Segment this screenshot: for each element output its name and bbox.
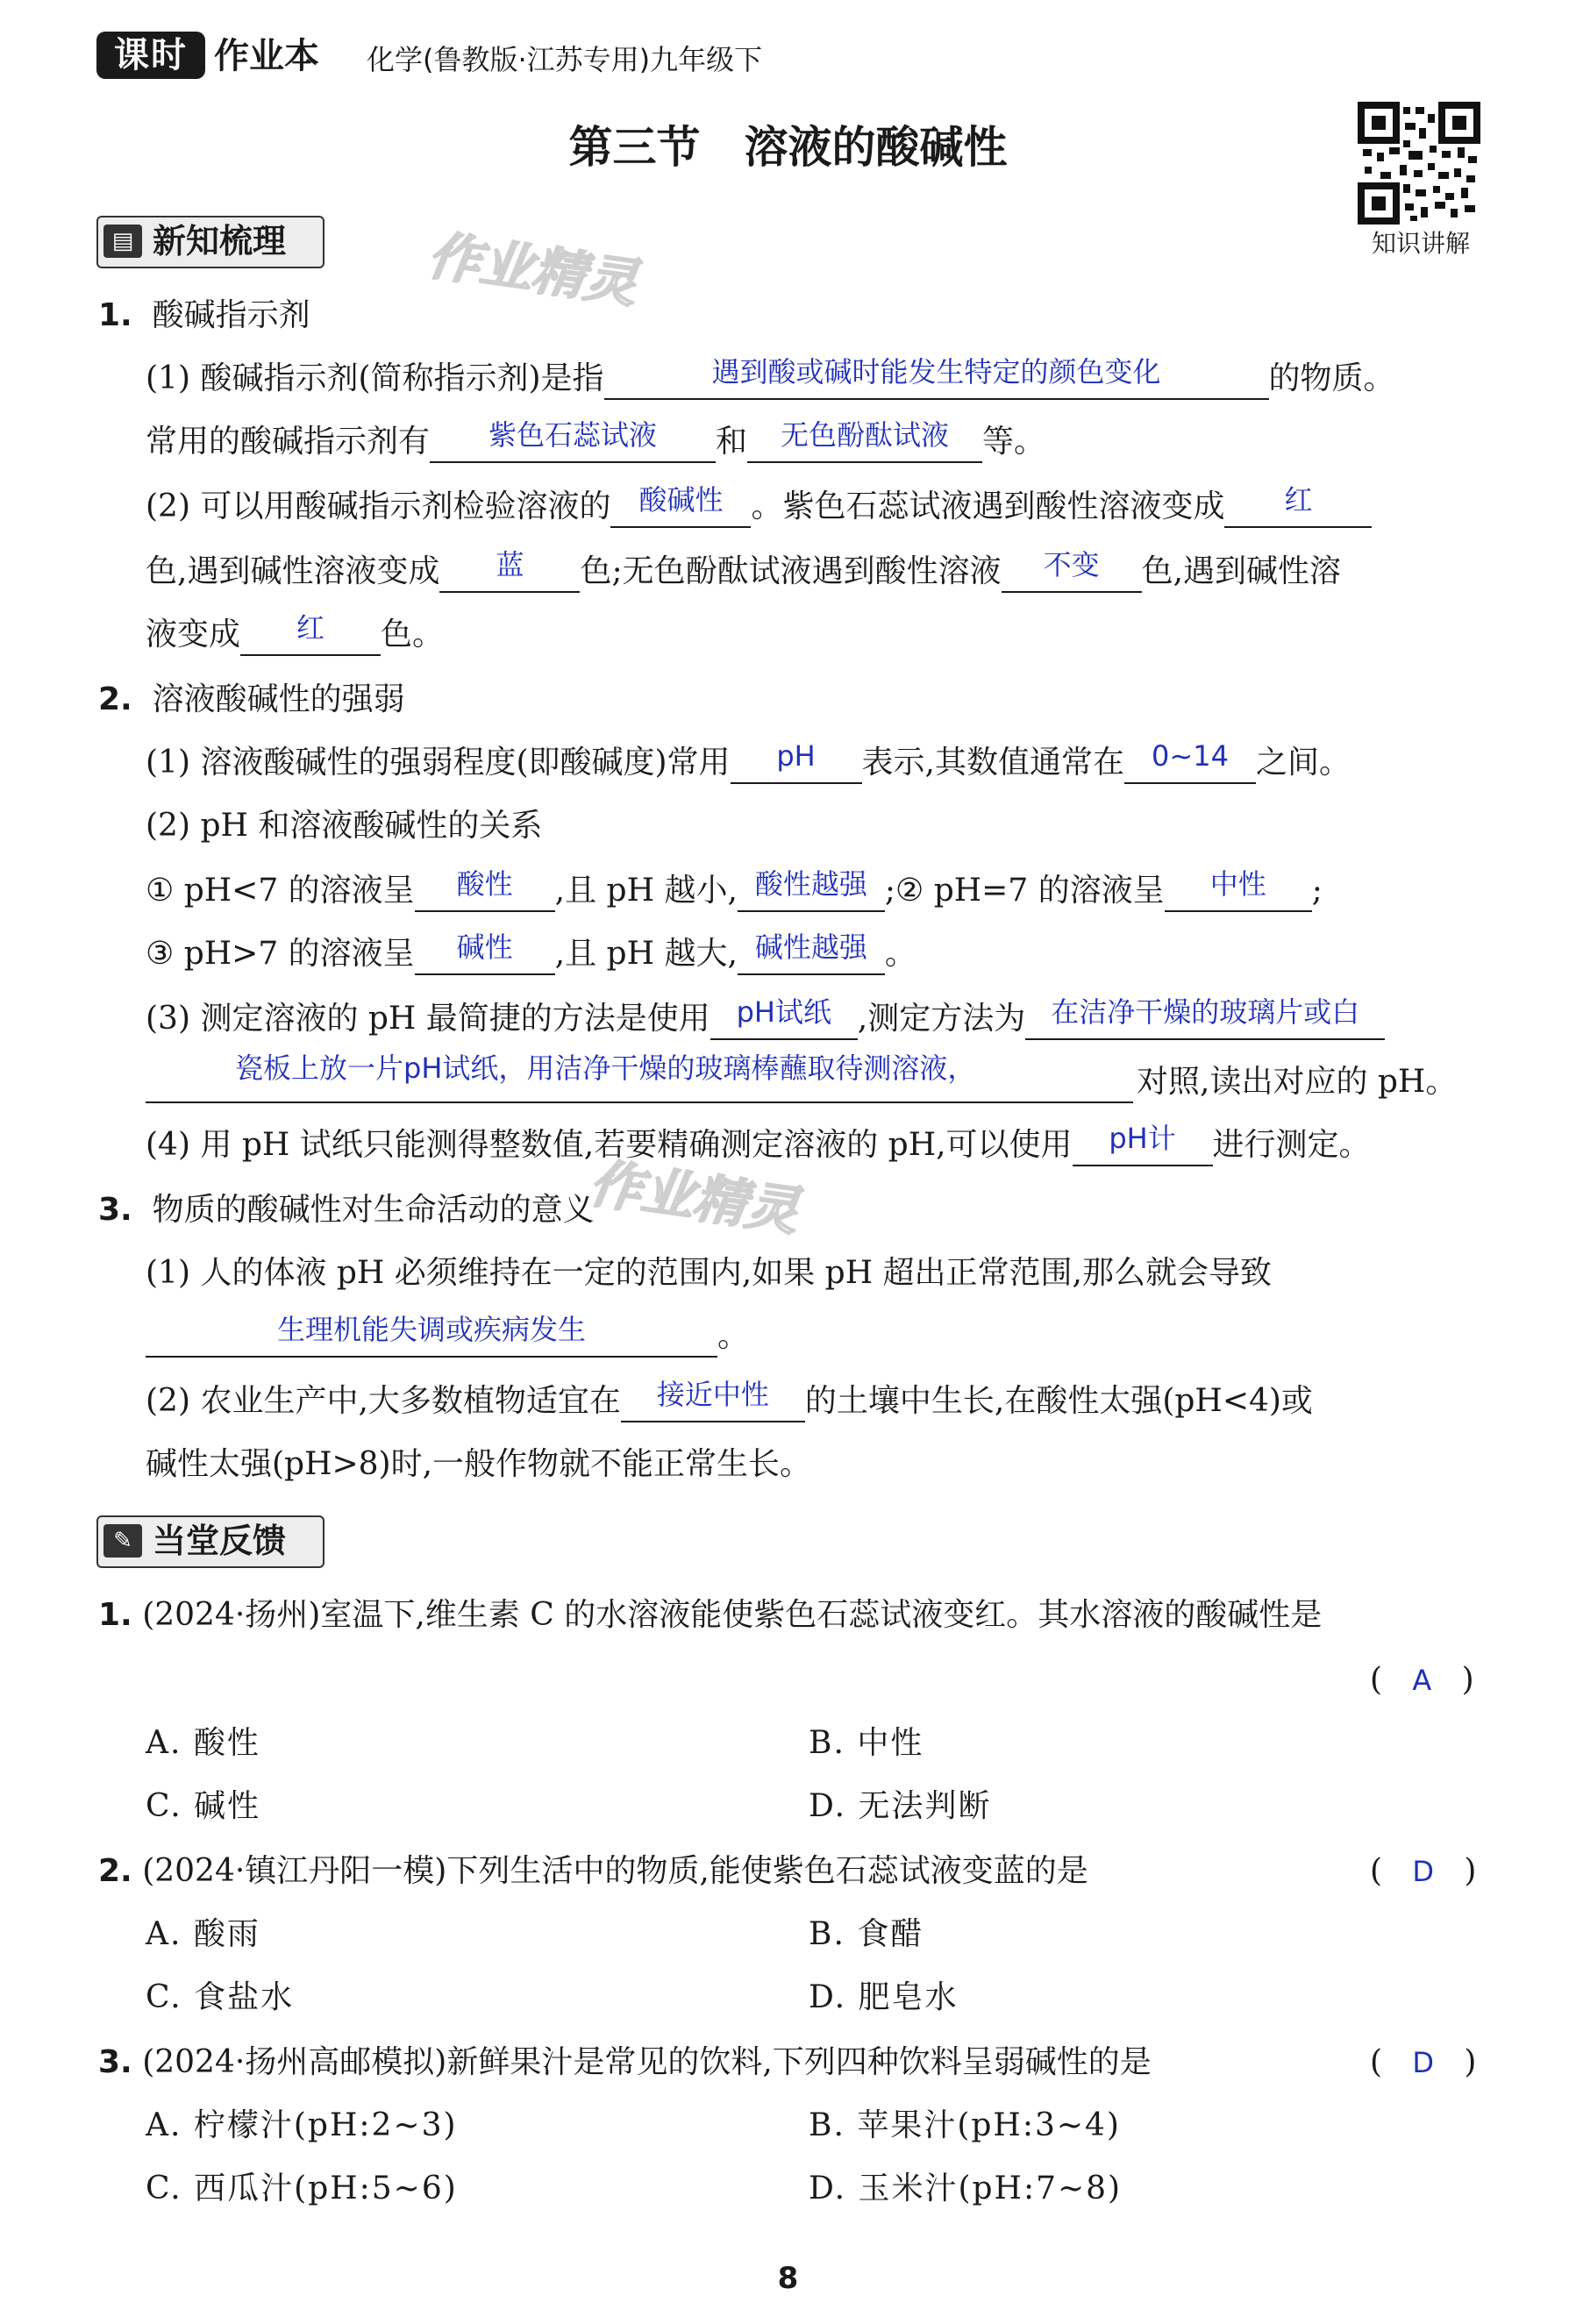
answer-blank[interactable]: 红 <box>1224 488 1372 528</box>
question-3-option-d[interactable]: D. 玉米汁(pH:7~8) <box>809 2171 1123 2206</box>
answer-blank[interactable]: 酸性 <box>415 872 555 912</box>
section-label: 新知梳理 <box>153 222 287 260</box>
question-2-option-b[interactable]: B. 食醋 <box>809 1916 924 1952</box>
question-3-option-a[interactable]: A. 柠檬汁(pH:2~3) <box>146 2107 458 2143</box>
question-2-stem: 2. (2024·镇江丹阳一模)下列生活中的物质,能使紫色石蕊试液变蓝的是 <box>98 1853 1088 1889</box>
line-1-5: 液变成 红 色。 <box>146 614 444 656</box>
line-3-2: 生理机能失调或疾病发生 。 <box>146 1315 749 1358</box>
line-2-4: ③ pH>7 的溶液呈 碱性 ,且 pH 越大, 碱性越强 。 <box>146 933 916 975</box>
question-1-option-b[interactable]: B. 中性 <box>809 1725 924 1761</box>
question-1-option-c[interactable]: C. 碱性 <box>146 1788 261 1824</box>
answer-blank[interactable]: 紫色石蕊试液 <box>430 423 716 463</box>
answer-blank[interactable]: 0~14 <box>1124 744 1256 784</box>
section-header-dangtang <box>96 1515 324 1568</box>
line-2-6: 对照,读出对应的 pH。 <box>1137 1064 1458 1100</box>
question-3-option-b[interactable]: B. 苹果汁(pH:3~4) <box>809 2107 1121 2143</box>
question-1-option-d[interactable]: D. 无法判断 <box>809 1788 992 1824</box>
answer-blank[interactable]: 不变 <box>1002 552 1142 593</box>
book-icon: ▤ <box>103 225 142 258</box>
watermark: 作业精灵 <box>424 225 642 316</box>
answer-blank[interactable]: pH <box>731 744 862 784</box>
answer-blank[interactable]: pH试纸 <box>710 1000 858 1040</box>
answer-blank[interactable]: 中性 <box>1165 872 1312 912</box>
answer-blank[interactable]: 红 <box>240 616 381 656</box>
question-3-stem: 3. (2024·扬州高邮模拟)新鲜果汁是常见的饮料,下列四种饮料呈弱碱性的是 <box>98 2044 1152 2080</box>
line-2-3: ① pH<7 的溶液呈 酸性 ,且 pH 越小, 酸性越强 ;② pH=7 的溶液呈 中性 ; <box>146 870 1323 912</box>
answer-blank[interactable]: pH计 <box>1073 1126 1213 1166</box>
answer-blank[interactable]: 碱性 <box>415 935 555 975</box>
question-1-answer[interactable]: ( A ) <box>1370 1662 1474 1698</box>
line-3-1: (1) 人的体液 pH 必须维持在一定的范围内,如果 pH 超出正常范围,那么就会导致 <box>146 1255 1272 1291</box>
answer-blank[interactable]: 在洁净干燥的玻璃片或白 <box>1025 1000 1385 1040</box>
watermark: 作业精灵 <box>585 1152 803 1244</box>
answer-blank[interactable]: 生理机能失调或疾病发生 <box>146 1317 717 1358</box>
line-2-5: (3) 测定溶液的 pH 最简捷的方法是使用 pH试纸 ,测定方法为 在洁净干燥的玻璃片或白 <box>146 998 1385 1040</box>
question-2-option-a[interactable]: A. 酸雨 <box>146 1916 260 1952</box>
question-2-option-d[interactable]: D. 肥皂水 <box>809 1979 959 2015</box>
question-1-stem: 1. (2024·扬州)室温下,维生素 C 的水溶液能使紫色石蕊试液变红。其水溶液的酸碱性是 <box>98 1597 1323 1633</box>
section-header-xinzhi <box>96 216 324 268</box>
answer-continuation[interactable]: 瓷板上放一片pH试纸，用洁净干燥的玻璃棒蘸取待测溶液， <box>235 1052 976 1085</box>
line-1-1: (1) 酸碱指示剂(简称指示剂)是指 遇到酸或碱时能发生特定的颜色变化 的物质。 <box>146 358 1395 400</box>
brand-title: 作业本 <box>214 36 319 76</box>
answer-blank[interactable]: 蓝 <box>439 552 580 593</box>
page-number: 8 <box>777 2261 799 2296</box>
line-1-2: 常用的酸碱指示剂有 紫色石蕊试液 和 无色酚酞试液 等。 <box>146 421 1045 463</box>
answer-blank[interactable]: 碱性越强 <box>738 935 885 975</box>
question-2-answer[interactable]: ( D ) <box>1370 1853 1477 1889</box>
pencil-icon: ✎ <box>103 1524 142 1558</box>
line-3-4: 碱性太强(pH>8)时,一般作物就不能正常生长。 <box>146 1446 812 1482</box>
answer-blank[interactable]: 遇到酸或碱时能发生特定的颜色变化 <box>604 360 1269 400</box>
qr-caption: 知识讲解 <box>1371 229 1470 258</box>
line-2-2: (2) pH 和溶液酸碱性的关系 <box>146 808 543 844</box>
line-3-3: (2) 农业生产中,大多数植物适宜在 接近中性 的土壤中生长,在酸性太强(pH<4)或 <box>146 1380 1313 1422</box>
question-3-option-c[interactable]: C. 西瓜汁(pH:5~6) <box>146 2171 458 2206</box>
line-2-1: (1) 溶液酸碱性的强弱程度(即酸碱度)常用 pH 表示,其数值通常在 0~14 之间。 <box>146 742 1351 784</box>
heading-2: 2. 溶液酸碱性的强弱 <box>98 681 405 717</box>
line-1-3: (2) 可以用酸碱指示剂检验溶液的 酸碱性 。紫色石蕊试液遇到酸性溶液变成 红 <box>146 486 1372 528</box>
question-2-option-c[interactable]: C. 食盐水 <box>146 1979 295 2015</box>
answer-blank[interactable]: 酸碱性 <box>610 488 751 528</box>
qr-code-icon[interactable] <box>1358 102 1480 225</box>
heading-1: 1. 酸碱指示剂 <box>98 297 310 333</box>
answer-blank[interactable]: 酸性越强 <box>738 872 885 912</box>
line-2-7: (4) 用 pH 试纸只能测得整数值,若要精确测定溶液的 pH,可以使用 pH计 进行测定。 <box>146 1124 1371 1166</box>
answer-blank[interactable]: 无色酚酞试液 <box>747 423 982 463</box>
section-label: 当堂反馈 <box>153 1522 287 1560</box>
heading-3: 3. 物质的酸碱性对生命活动的意义 <box>98 1192 595 1228</box>
subject-label: 化学(鲁教版·江苏专用)九年级下 <box>367 43 763 76</box>
brand-logo: 课时 <box>96 32 205 79</box>
answer-blank[interactable]: 接近中性 <box>621 1382 805 1422</box>
page-title: 第三节 溶液的酸碱性 <box>568 122 1008 173</box>
line-1-4: 色,遇到碱性溶液变成 蓝 色;无色酚酞试液遇到酸性溶液 不变 色,遇到碱性溶 <box>146 551 1341 593</box>
question-1-option-a[interactable]: A. 酸性 <box>146 1725 260 1761</box>
answer-underline <box>146 1101 1133 1103</box>
question-3-answer[interactable]: ( D ) <box>1370 2044 1477 2080</box>
